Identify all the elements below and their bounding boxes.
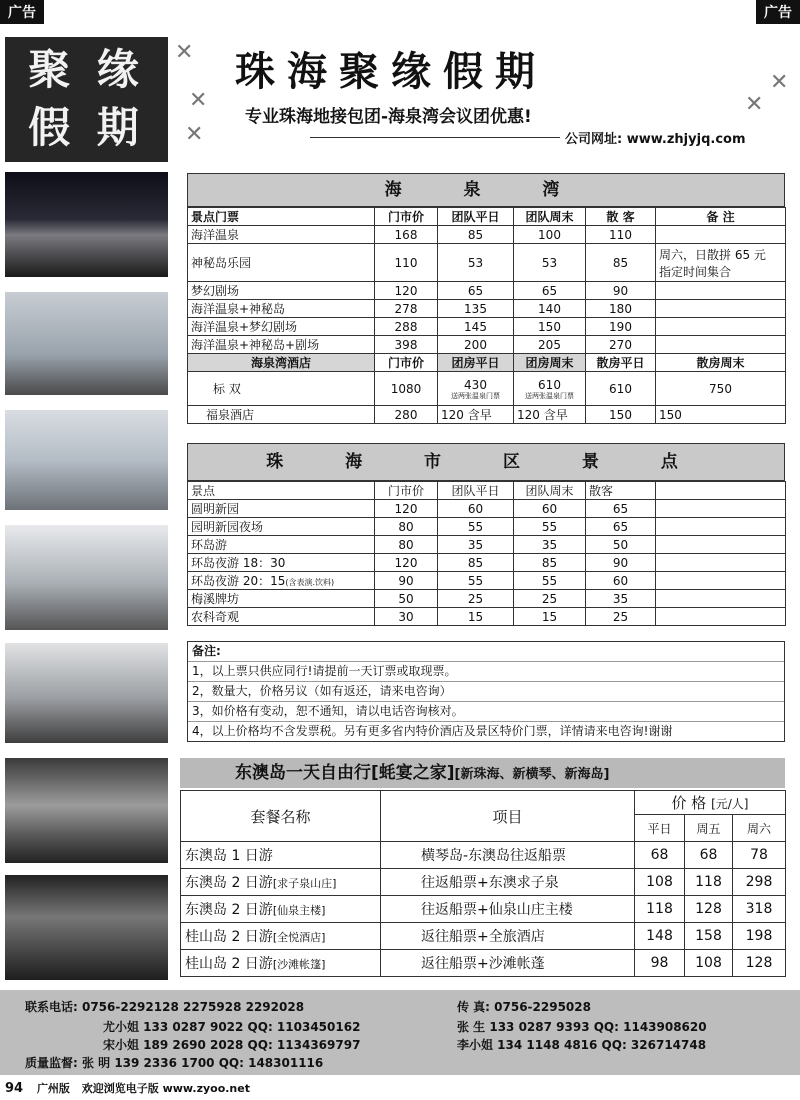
table-row bbox=[188, 300, 786, 318]
table-cell bbox=[656, 226, 786, 244]
table-cell bbox=[656, 300, 786, 318]
table-header-row bbox=[181, 791, 786, 815]
table-header: 景点 bbox=[188, 482, 375, 500]
notes-heading: 备注: bbox=[188, 642, 784, 662]
table-cell: 返往船票+全旅酒店 bbox=[381, 923, 635, 950]
table-cell: 1080 bbox=[375, 372, 438, 406]
table-cell bbox=[181, 842, 381, 869]
table-header: 备 注 bbox=[656, 208, 786, 226]
table-row bbox=[188, 372, 786, 406]
table-cell: 108 bbox=[635, 869, 685, 896]
table-row bbox=[188, 226, 786, 244]
table-cell: 150 bbox=[514, 318, 586, 336]
photo-palace bbox=[5, 643, 168, 743]
dongao-title-bar bbox=[180, 758, 785, 788]
table-cell: 25 bbox=[514, 590, 586, 608]
table-row bbox=[188, 536, 786, 554]
table-cell: 100 bbox=[514, 226, 586, 244]
divider bbox=[310, 137, 560, 138]
table-cell: 145 bbox=[438, 318, 514, 336]
table-cell: 158 bbox=[685, 923, 733, 950]
table-cell: 280 bbox=[375, 406, 438, 424]
table-cell bbox=[656, 518, 786, 536]
table-cell: 108 bbox=[685, 950, 733, 977]
table-header: 团队平日 bbox=[438, 482, 514, 500]
package-note: [求子泉山庄] bbox=[272, 877, 337, 890]
table-cell: 神秘岛乐园 bbox=[188, 244, 375, 282]
table-row bbox=[181, 923, 786, 950]
table-cell: 50 bbox=[375, 590, 438, 608]
table-cell: 海洋温泉+梦幻剧场 bbox=[188, 318, 375, 336]
attraction-name: 环岛夜游 20：15 bbox=[191, 574, 286, 588]
remark-line-2: 指定时间集合 bbox=[659, 264, 732, 279]
sparkle-icon: ✕ bbox=[185, 122, 204, 147]
table-cell: 120 bbox=[375, 282, 438, 300]
table-cell: 205 bbox=[514, 336, 586, 354]
table-cell bbox=[514, 372, 586, 406]
table-row bbox=[188, 572, 786, 590]
table-cell: 610 bbox=[586, 372, 656, 406]
package-name: 桂山岛 2 日游 bbox=[185, 929, 273, 945]
table-cell: 海洋温泉+神秘岛 bbox=[188, 300, 375, 318]
table-cell: 135 bbox=[438, 300, 514, 318]
price-note: 送两张温泉门票 bbox=[451, 391, 500, 400]
dongao-title: 东澳岛一天自由行[蚝宴之家] bbox=[235, 763, 455, 783]
package-note: [全悦酒店] bbox=[272, 931, 326, 944]
package-name: 东澳岛 2 日游 bbox=[185, 875, 273, 891]
table-cell: 25 bbox=[438, 590, 514, 608]
contact-fax: 传 真: 0756-2295028 bbox=[457, 1000, 591, 1014]
table-cell: 15 bbox=[514, 608, 586, 626]
table-cell: 60 bbox=[438, 500, 514, 518]
table-cell: 180 bbox=[586, 300, 656, 318]
attraction-note: (含表演.饮料) bbox=[285, 578, 335, 587]
table-cell: 横琴岛-东澳岛往返船票 bbox=[381, 842, 635, 869]
table-row bbox=[188, 406, 786, 424]
table-header: 套餐名称 bbox=[181, 791, 381, 842]
section-title-haiquanwan: 海 泉 湾 bbox=[187, 173, 785, 207]
page-title: 珠海聚缘假期 bbox=[235, 48, 547, 95]
table-cell: 60 bbox=[586, 572, 656, 590]
table-header: 散房周末 bbox=[656, 354, 786, 372]
contact-line: 张 生 133 0287 9393 QQ: 1143908620 bbox=[457, 1020, 707, 1034]
price-note: 送两张温泉门票 bbox=[525, 391, 574, 400]
table-cell: 65 bbox=[586, 500, 656, 518]
logo-line-2: 假 期 bbox=[28, 103, 145, 152]
table-cell: 318 bbox=[733, 896, 786, 923]
photo-roller-coaster bbox=[5, 292, 168, 395]
sparkle-icon: ✕ bbox=[770, 70, 789, 95]
table-header-row bbox=[188, 482, 786, 500]
table-cell bbox=[656, 572, 786, 590]
table-cell: 53 bbox=[514, 244, 586, 282]
table-cell bbox=[656, 608, 786, 626]
table-cell: 168 bbox=[375, 226, 438, 244]
logo-line-1: 聚 缘 bbox=[28, 45, 145, 94]
table-cell: 农科奇观 bbox=[188, 608, 375, 626]
note-item: 1，以上票只供应同行!请提前一天订票或取现票。 bbox=[188, 662, 784, 682]
table-cell: 120 bbox=[375, 554, 438, 572]
logo bbox=[5, 37, 168, 162]
price-unit: [元/人] bbox=[711, 797, 749, 811]
photo-tower-coast bbox=[5, 758, 168, 863]
table-cell bbox=[656, 554, 786, 572]
table-cell: 85 bbox=[438, 554, 514, 572]
table-row bbox=[188, 244, 786, 282]
note-item: 4，以上价格均不含发票税。另有更多省内特价酒店及景区特价门票，详情请来电咨询!谢谢 bbox=[192, 724, 673, 738]
table-header bbox=[635, 791, 786, 815]
contact-line: 宋小姐 189 2690 2028 QQ: 1134369797 bbox=[103, 1038, 361, 1052]
table-cell bbox=[438, 372, 514, 406]
city-attractions-table bbox=[187, 481, 786, 626]
table-cell: 150 bbox=[586, 406, 656, 424]
table-cell bbox=[181, 950, 381, 977]
photo-hotel-night bbox=[5, 172, 168, 277]
table-cell: 海洋温泉 bbox=[188, 226, 375, 244]
table-cell: 110 bbox=[375, 244, 438, 282]
dongao-subtitle: [新珠海、新横琴、新海岛] bbox=[454, 767, 610, 782]
table-cell: 90 bbox=[586, 282, 656, 300]
table-header: 周六 bbox=[733, 815, 786, 842]
haiquanwan-table bbox=[187, 207, 786, 424]
table-header-row bbox=[188, 208, 786, 226]
table-cell: 150 bbox=[656, 406, 786, 424]
sparkle-icon: ✕ bbox=[189, 88, 208, 113]
table-header: 周五 bbox=[685, 815, 733, 842]
table-cell: 梦幻剧场 bbox=[188, 282, 375, 300]
table-header: 散 客 bbox=[586, 208, 656, 226]
table-row bbox=[181, 842, 786, 869]
table-cell bbox=[656, 318, 786, 336]
table-cell: 98 bbox=[635, 950, 685, 977]
photo-pool-terrace bbox=[5, 410, 168, 510]
table-cell bbox=[656, 536, 786, 554]
table-cell: 80 bbox=[375, 518, 438, 536]
ad-tag-right: 广告 bbox=[756, 0, 800, 24]
page-number: 94 bbox=[5, 1081, 24, 1096]
table-header: 门市价 bbox=[375, 208, 438, 226]
table-cell: 120 含早 bbox=[514, 406, 586, 424]
section-title-city: 珠 海 市 区 景 点 bbox=[187, 443, 785, 481]
table-cell bbox=[656, 282, 786, 300]
table-cell: 福泉酒店 bbox=[188, 406, 375, 424]
table-cell: 80 bbox=[375, 536, 438, 554]
table-row bbox=[188, 590, 786, 608]
remark-line-1: 周六，日散拼 65 元 bbox=[659, 247, 766, 262]
table-cell: 环岛游 bbox=[188, 536, 375, 554]
table-cell: 118 bbox=[685, 869, 733, 896]
table-cell bbox=[656, 482, 786, 500]
table-header: 团队周末 bbox=[514, 482, 586, 500]
table-cell: 85 bbox=[586, 244, 656, 282]
table-cell: 750 bbox=[656, 372, 786, 406]
table-cell: 110 bbox=[586, 226, 656, 244]
table-cell: 65 bbox=[514, 282, 586, 300]
table-cell: 140 bbox=[514, 300, 586, 318]
photo-plaza bbox=[5, 525, 168, 630]
table-cell: 50 bbox=[586, 536, 656, 554]
table-cell: 30 bbox=[375, 608, 438, 626]
table-cell: 65 bbox=[586, 518, 656, 536]
contact-phone: 联系电话: 0756-2292128 2275928 2292028 bbox=[25, 1000, 305, 1014]
table-cell bbox=[188, 572, 375, 590]
table-cell: 环岛夜游 18：30 bbox=[188, 554, 375, 572]
table-cell: 78 bbox=[733, 842, 786, 869]
table-cell: 68 bbox=[685, 842, 733, 869]
table-row bbox=[181, 896, 786, 923]
table-row bbox=[188, 318, 786, 336]
website-address: 公司网址: www.zhjyjq.com bbox=[565, 132, 746, 147]
table-cell: 返往船票+沙滩帐蓬 bbox=[381, 950, 635, 977]
table-cell: 15 bbox=[438, 608, 514, 626]
table-row bbox=[188, 518, 786, 536]
table-cell: 85 bbox=[438, 226, 514, 244]
table-cell bbox=[656, 336, 786, 354]
table-cell: 55 bbox=[438, 518, 514, 536]
table-cell: 398 bbox=[375, 336, 438, 354]
table-cell: 35 bbox=[438, 536, 514, 554]
note-item: 3，如价格有变动，恕不通知，请以电话咨询核对。 bbox=[188, 702, 784, 722]
table-cell: 海洋温泉+神秘岛+剧场 bbox=[188, 336, 375, 354]
table-cell: 圆明新园 bbox=[188, 500, 375, 518]
table-header: 景点门票 bbox=[188, 208, 375, 226]
table-cell: 53 bbox=[438, 244, 514, 282]
table-cell: 120 bbox=[375, 500, 438, 518]
price-heading: 价 格 bbox=[671, 794, 707, 812]
table-cell: 298 bbox=[733, 869, 786, 896]
price: 430 bbox=[464, 377, 487, 392]
table-cell: 118 bbox=[635, 896, 685, 923]
table-cell: 288 bbox=[375, 318, 438, 336]
promo-text: 欢迎浏览电子版 www.zyoo.net bbox=[81, 1082, 250, 1095]
page-footer bbox=[5, 1080, 250, 1096]
table-cell: 梅溪牌坊 bbox=[188, 590, 375, 608]
table-header: 门市价 bbox=[375, 482, 438, 500]
table-header: 团房周末 bbox=[514, 354, 586, 372]
table-cell bbox=[181, 869, 381, 896]
note-item: 2，数量大，价格另议（如有返还，请来电咨询） bbox=[188, 682, 784, 702]
table-cell: 128 bbox=[685, 896, 733, 923]
package-note: [沙滩帐篷] bbox=[272, 958, 326, 971]
table-cell bbox=[181, 923, 381, 950]
subtitle: 专业珠海地接包团-海泉湾会议团优惠! bbox=[245, 107, 532, 127]
table-cell: 198 bbox=[733, 923, 786, 950]
table-header: 散房平日 bbox=[586, 354, 656, 372]
table-cell: 35 bbox=[514, 536, 586, 554]
table-cell: 278 bbox=[375, 300, 438, 318]
table-row bbox=[188, 608, 786, 626]
table-header: 团房平日 bbox=[438, 354, 514, 372]
contact-footer bbox=[0, 990, 800, 1075]
header bbox=[175, 30, 795, 160]
table-cell: 60 bbox=[514, 500, 586, 518]
table-row bbox=[181, 869, 786, 896]
package-name: 桂山岛 2 日游 bbox=[185, 956, 273, 972]
table-cell: 128 bbox=[733, 950, 786, 977]
table-row bbox=[188, 282, 786, 300]
table-cell: 200 bbox=[438, 336, 514, 354]
price: 610 bbox=[538, 377, 561, 392]
table-header-row bbox=[188, 354, 786, 372]
table-cell bbox=[656, 500, 786, 518]
table-cell: 90 bbox=[586, 554, 656, 572]
table-cell bbox=[181, 896, 381, 923]
table-cell: 148 bbox=[635, 923, 685, 950]
table-cell: 标 双 bbox=[188, 372, 375, 406]
table-cell: 65 bbox=[438, 282, 514, 300]
table-header: 散客 bbox=[586, 482, 656, 500]
photo-island-bay bbox=[5, 875, 168, 980]
contact-line: 尤小姐 133 0287 9022 QQ: 1103450162 bbox=[103, 1020, 361, 1034]
table-cell: 往返船票+东澳求子泉 bbox=[381, 869, 635, 896]
package-table bbox=[180, 790, 786, 977]
table-header: 团队平日 bbox=[438, 208, 514, 226]
table-cell: 270 bbox=[586, 336, 656, 354]
table-cell: 190 bbox=[586, 318, 656, 336]
package-note: [仙泉主楼] bbox=[272, 904, 326, 917]
sparkle-icon: ✕ bbox=[175, 40, 194, 65]
package-name: 东澳岛 1 日游 bbox=[185, 848, 273, 864]
table-cell bbox=[656, 590, 786, 608]
table-cell: 往返船票+仙泉山庄主楼 bbox=[381, 896, 635, 923]
notes-box bbox=[187, 641, 785, 742]
table-cell: 55 bbox=[514, 518, 586, 536]
ad-tag-left: 广告 bbox=[0, 0, 44, 24]
table-row bbox=[188, 500, 786, 518]
table-header: 门市价 bbox=[375, 354, 438, 372]
table-cell: 120 含早 bbox=[438, 406, 514, 424]
table-header: 团队周末 bbox=[514, 208, 586, 226]
table-cell: 85 bbox=[514, 554, 586, 572]
package-name: 东澳岛 2 日游 bbox=[185, 902, 273, 918]
contact-line: 李小姐 134 1148 4816 QQ: 326714748 bbox=[457, 1038, 707, 1052]
table-header: 项目 bbox=[381, 791, 635, 842]
table-cell: 55 bbox=[438, 572, 514, 590]
table-header: 海泉湾酒店 bbox=[188, 354, 375, 372]
table-cell: 55 bbox=[514, 572, 586, 590]
table-cell: 68 bbox=[635, 842, 685, 869]
table-cell: 25 bbox=[586, 608, 656, 626]
remark-cell bbox=[656, 244, 786, 282]
sparkle-icon: ✕ bbox=[745, 92, 764, 117]
table-cell: 园明新园夜场 bbox=[188, 518, 375, 536]
table-header: 平日 bbox=[635, 815, 685, 842]
contact-line: 质量监督: 张 明 139 2336 1700 QQ: 148301116 bbox=[25, 1056, 324, 1070]
table-cell: 90 bbox=[375, 572, 438, 590]
table-row bbox=[188, 554, 786, 572]
table-cell: 35 bbox=[586, 590, 656, 608]
table-row bbox=[188, 336, 786, 354]
table-row bbox=[181, 950, 786, 977]
edition-label: 广州版 bbox=[36, 1082, 70, 1095]
